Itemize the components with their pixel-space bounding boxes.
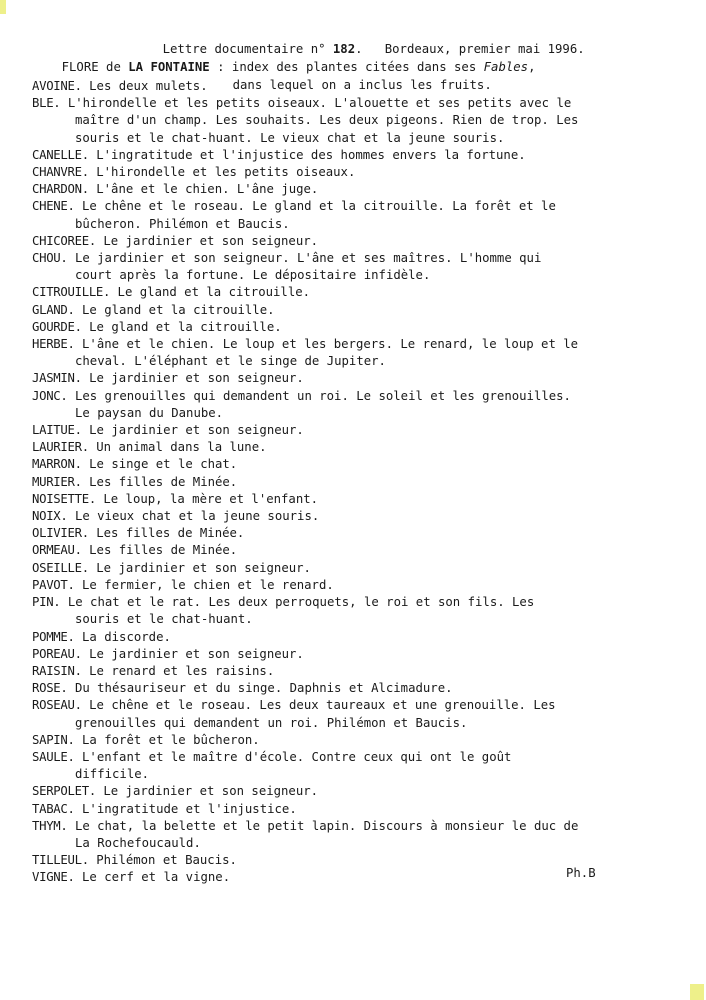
entry-text: L'ingratitude et l'injustice des hommes envers la fortune. — [96, 147, 526, 162]
title-prefix: FLORE de — [61, 60, 129, 74]
entry-term: CHANVRE. — [32, 165, 89, 180]
entry-term: HERBE. — [32, 337, 75, 352]
title-end: , — [528, 60, 536, 74]
entry-text: Le singe et le chat. — [89, 457, 238, 472]
entry-term: JONC. — [32, 388, 68, 403]
entry-term: THYM. — [32, 818, 68, 833]
entry-text: Les grenouilles qui demandent un roi. Le soleil et les grenouilles. — [74, 388, 571, 403]
entry-text: Le jardinier et son seigneur. — [103, 784, 319, 799]
entry-text: Le chêne et le roseau. Les deux taureaux et une grenouille. Les — [89, 698, 556, 713]
entry-text: Le chat, la belette et le petit lapin. Discours à monsieur le duc de — [74, 818, 579, 833]
entry-term: MARRON. — [32, 457, 82, 472]
entry-term: SAULE. — [32, 749, 75, 764]
plant-index-list — [32, 78, 682, 887]
index-entry — [32, 474, 682, 491]
index-entry — [32, 697, 682, 731]
entry-text: Le cerf et la vigne. — [82, 870, 231, 885]
index-entry — [32, 284, 682, 301]
entry-term: CITROUILLE. — [32, 285, 111, 300]
entry-term: POREAU. — [32, 646, 82, 661]
entry-term: JASMIN. — [32, 371, 82, 386]
entry-text: Philémon et Baucis. — [96, 853, 237, 868]
entry-text: L'âne et le chien. Le loup et les bergers. Le renard, le loup et le — [82, 337, 579, 352]
entry-text: Le jardinier et son seigneur. L'âne et ses maîtres. L'homme qui — [74, 251, 542, 266]
entry-text: Le jardinier et son seigneur. — [89, 423, 304, 438]
entry-text: Le chêne et le roseau. Le gland et la citrouille. La forêt et le — [82, 199, 556, 214]
index-entry — [32, 302, 682, 319]
index-entry — [32, 95, 682, 147]
entry-text: Le jardinier et son seigneur. — [89, 371, 304, 386]
entry-text-continuation: court après la fortune. Le dépositaire infidèle. — [75, 268, 431, 283]
entry-text-continuation: souris et le chat-huant. Le vieux chat et la jeune souris. — [75, 130, 505, 145]
title-text: : index des plantes citées dans ses — [209, 60, 484, 74]
entry-text: L'hirondelle et les petits oiseaux. — [96, 165, 356, 180]
entry-text: L'hirondelle et les petits oiseaux. L'alouette et ses petits avec le — [67, 96, 572, 111]
index-entry — [32, 508, 682, 525]
entry-term: OSEILLE. — [32, 560, 89, 575]
index-entry — [32, 319, 682, 336]
entry-text: La forêt et le bûcheron. — [82, 732, 260, 747]
entry-text: Le jardinier et son seigneur. — [103, 233, 319, 248]
entry-text-continuation: Le paysan du Danube. — [75, 405, 224, 420]
entry-term: PIN. — [32, 595, 61, 610]
entry-text: L'âne et le chien. L'âne juge. — [96, 182, 319, 197]
entry-text: Les filles de Minée. — [89, 543, 238, 558]
entry-term: ORMEAU. — [32, 543, 82, 558]
index-entry — [32, 181, 682, 198]
entry-text: Le gland et la citrouille. — [89, 319, 282, 334]
index-entry — [32, 818, 682, 852]
index-entry — [32, 749, 682, 783]
index-entry — [32, 801, 682, 818]
index-entry — [32, 491, 682, 508]
index-entry — [32, 147, 682, 164]
entry-term: ROSE. — [32, 681, 68, 696]
index-entry — [32, 164, 682, 181]
entry-term: RAISIN. — [32, 663, 82, 678]
entry-term: SAPIN. — [32, 732, 75, 747]
index-entry — [32, 577, 682, 594]
entry-term: LAITUE. — [32, 423, 82, 438]
index-entry — [32, 680, 682, 697]
index-entry — [32, 629, 682, 646]
entry-term: AVOINE. — [32, 79, 82, 93]
entry-text: Le renard et les raisins. — [89, 663, 275, 678]
entry-term: CHARDON. — [32, 182, 89, 197]
title-fables: Fables — [483, 60, 529, 74]
title-subline: dans lequel on a inclus les fruits. — [232, 78, 492, 92]
title-author: LA FONTAINE — [128, 60, 210, 74]
entry-text: Le gland et la citrouille. — [82, 302, 275, 317]
index-entry — [32, 198, 682, 232]
entry-text: Le chat et le rat. Les deux perroquets, le roi et son fils. Les — [67, 595, 535, 610]
index-entry — [32, 439, 682, 456]
entry-term: BLE. — [32, 96, 61, 111]
entry-text: Le fermier, le chien et le renard. — [82, 577, 334, 592]
entry-text: La discorde. — [82, 629, 171, 644]
entry-text-continuation: cheval. L'éléphant et le singe de Jupiter. — [75, 354, 386, 369]
index-entry — [32, 250, 682, 284]
index-entry — [32, 560, 682, 577]
entry-text: Le jardinier et son seigneur. — [96, 560, 311, 575]
entry-text-continuation: grenouilles qui demandent un roi. Philémon et Baucis. — [75, 715, 468, 730]
entry-term: CHICOREE. — [32, 233, 96, 248]
entry-term: CANELLE. — [32, 147, 89, 162]
entry-term: NOISETTE. — [32, 491, 96, 506]
entry-text: Le vieux chat et la jeune souris. — [74, 509, 320, 524]
entry-term: MURIER. — [32, 474, 82, 489]
entry-term: NOIX. — [32, 509, 68, 524]
entry-text-continuation: difficile. — [75, 767, 150, 782]
highlighter-mark-bottom-right — [690, 984, 704, 1000]
entry-text: Un animal dans la lune. — [96, 440, 267, 455]
index-entry — [32, 456, 682, 473]
entry-term: CHENE. — [32, 199, 75, 214]
entry-text: Le gland et la citrouille. — [117, 285, 311, 300]
entry-term: POMME. — [32, 629, 75, 644]
entry-text: Les filles de Minée. — [96, 526, 245, 541]
index-entry — [32, 370, 682, 387]
entry-term: GLAND. — [32, 302, 75, 317]
entry-text-continuation: bûcheron. Philémon et Baucis. — [75, 216, 290, 231]
entry-text: L'ingratitude et l'injustice. — [82, 801, 297, 816]
signature: Ph.B — [566, 866, 596, 880]
index-entry — [32, 646, 682, 663]
letter-date: Bordeaux, premier mai 1996. — [384, 42, 585, 56]
index-entry — [32, 783, 682, 800]
entry-term: GOURDE. — [32, 319, 82, 334]
index-entry — [32, 336, 682, 370]
entry-text: Le loup, la mère et l'enfant. — [103, 491, 319, 506]
index-entry — [32, 78, 682, 95]
letter-label: Lettre documentaire n° — [162, 42, 333, 56]
header-line-1: Lettre documentaire n° 182. Bordeaux, premier mai 1996. — [162, 42, 585, 56]
entry-text: Du thésauriseur et du singe. Daphnis et Alcimadure. — [74, 681, 453, 696]
entry-term: TILLEUL. — [32, 853, 89, 868]
letter-number: 182 — [332, 42, 356, 56]
entry-term: TABAC. — [32, 801, 75, 816]
entry-term: ROSEAU. — [32, 698, 82, 713]
entry-term: SERPOLET. — [32, 784, 96, 799]
index-entry — [32, 732, 682, 749]
highlighter-mark-top-left — [0, 0, 6, 14]
entry-text: Les deux mulets. — [89, 79, 208, 93]
entry-term: VIGNE. — [32, 870, 75, 885]
entry-term: OLIVIER. — [32, 526, 89, 541]
index-entry — [32, 422, 682, 439]
entry-text: Le jardinier et son seigneur. — [89, 646, 304, 661]
index-entry — [32, 594, 682, 628]
entry-term: LAURIER. — [32, 440, 89, 455]
index-entry — [32, 663, 682, 680]
entry-text-continuation: maître d'un champ. Les souhaits. Les deux pigeons. Rien de trop. Les — [75, 113, 579, 128]
index-entry — [32, 233, 682, 250]
index-entry — [32, 542, 682, 559]
index-entry — [32, 388, 682, 422]
entry-text: L'enfant et le maître d'école. Contre ceux qui ont le goût — [82, 749, 512, 764]
entry-text-continuation: souris et le chat-huant. — [75, 612, 253, 627]
entry-term: CHOU. — [32, 251, 68, 266]
index-entry — [32, 525, 682, 542]
entry-term: PAVOT. — [32, 577, 75, 592]
entry-text: Les filles de Minée. — [89, 474, 238, 489]
entry-text-continuation: La Rochefoucauld. — [75, 835, 201, 850]
